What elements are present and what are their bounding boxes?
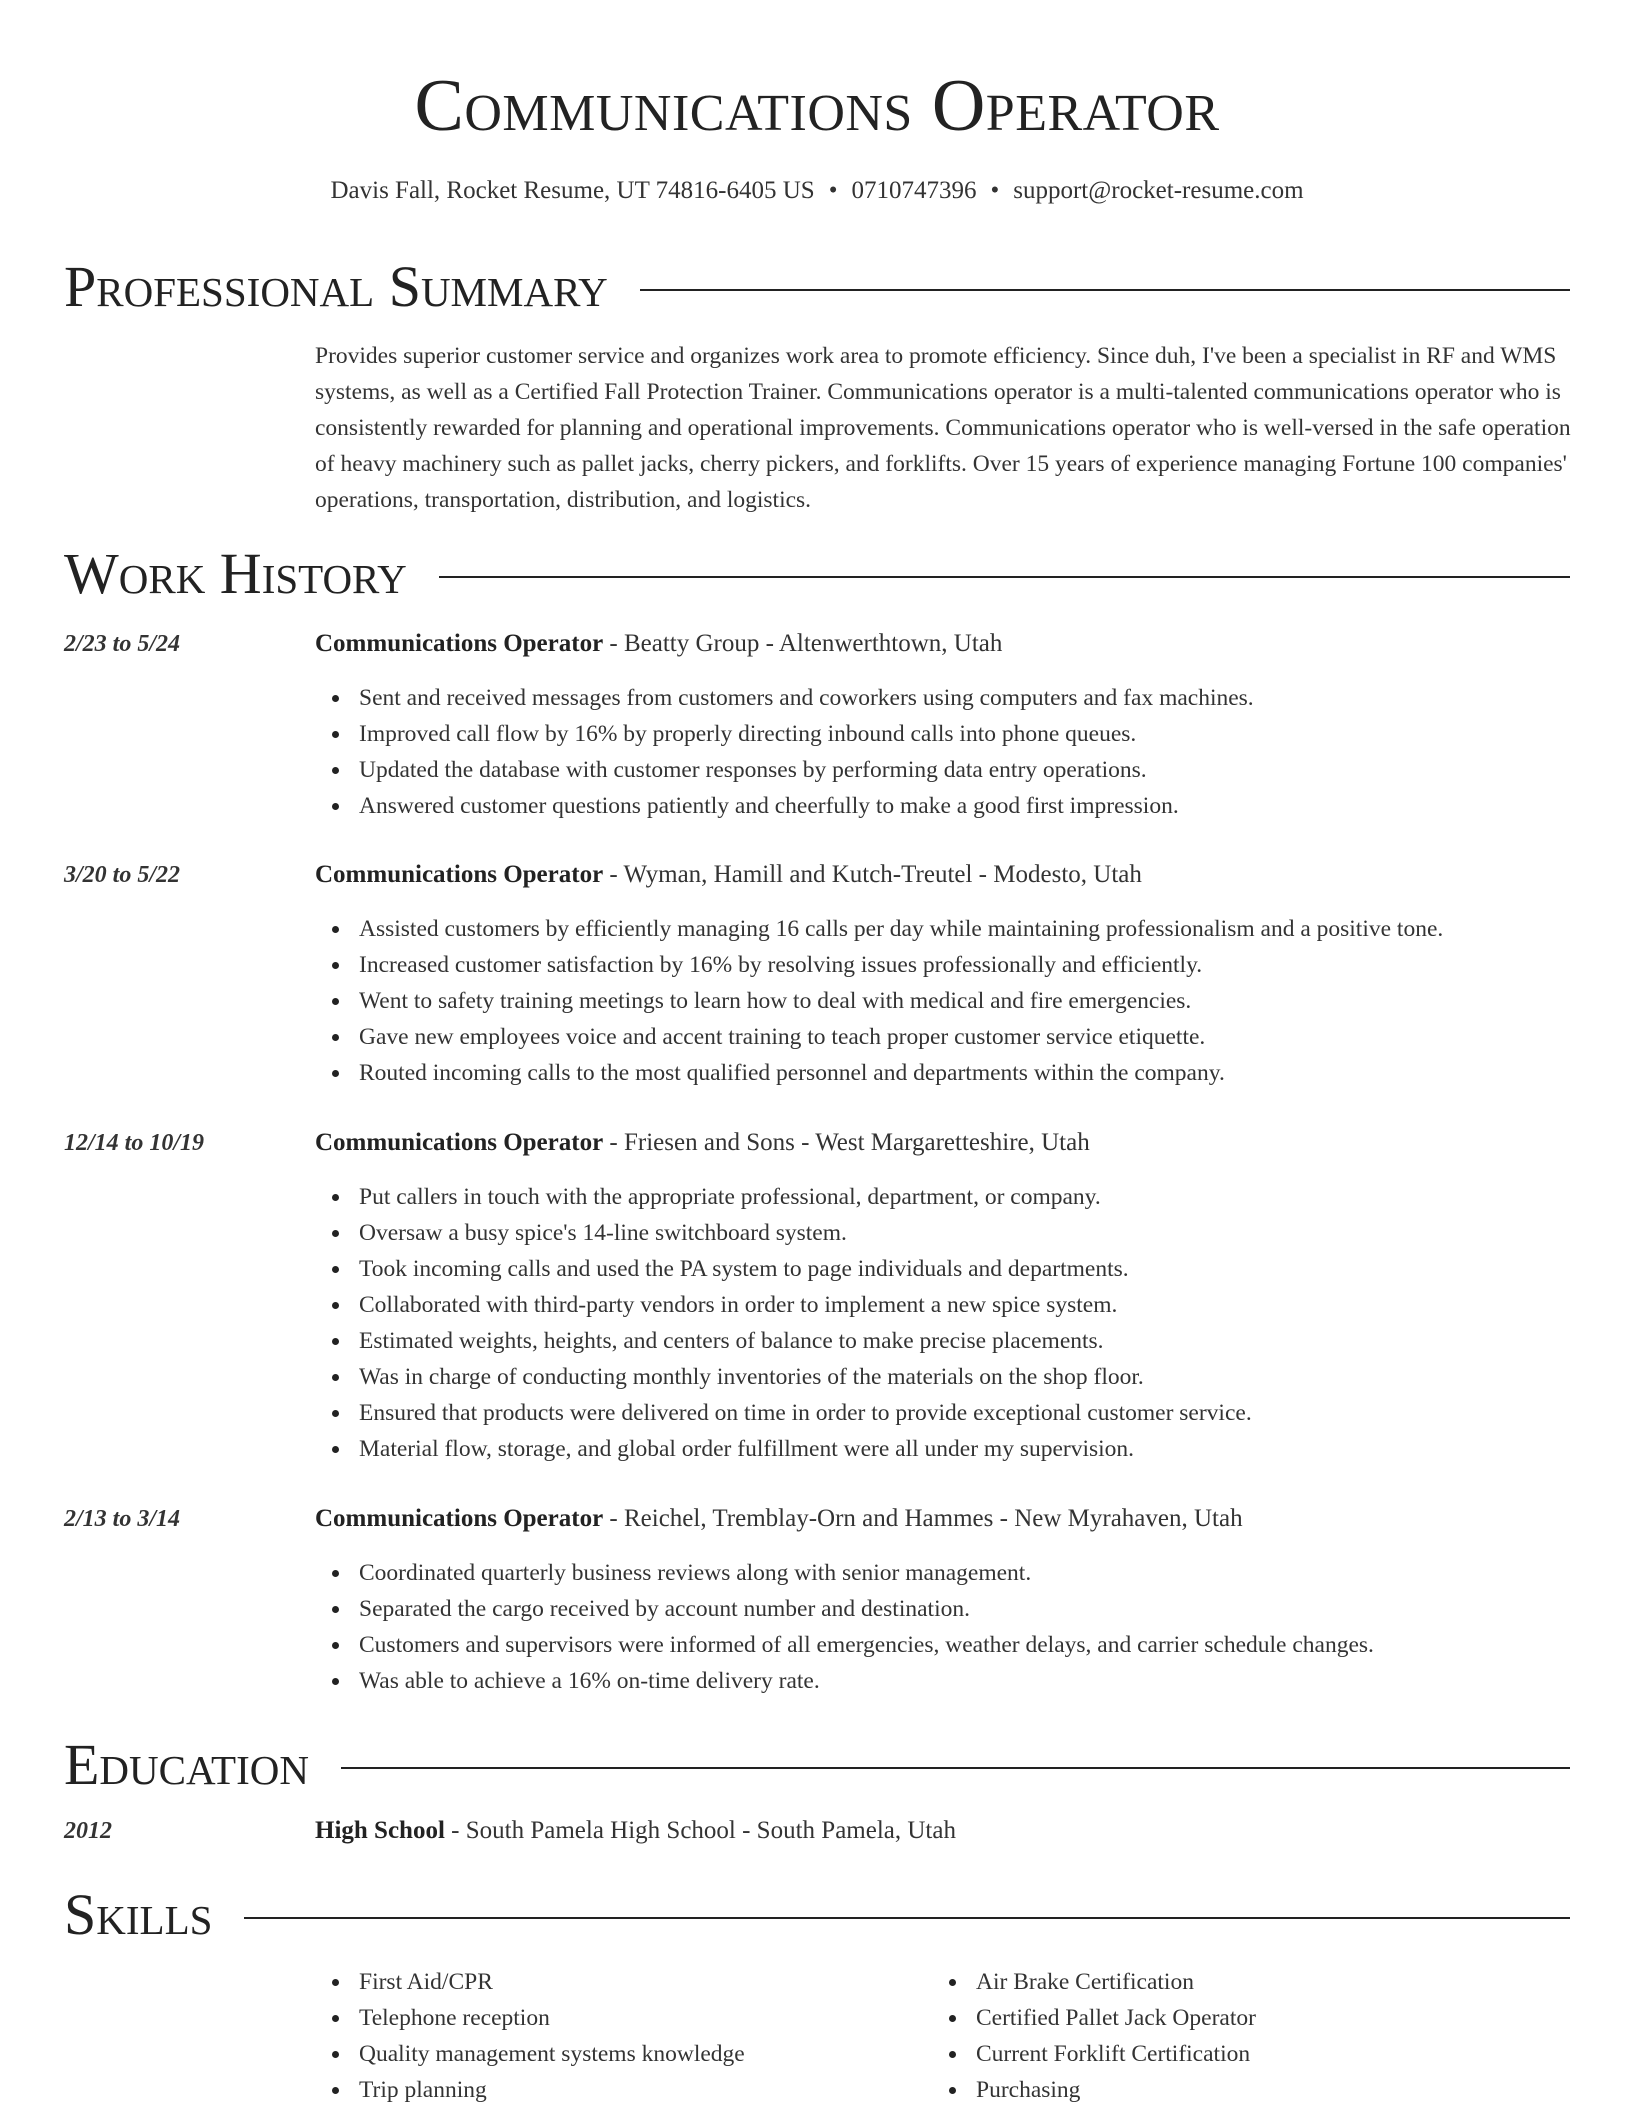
job-details: - Beatty Group - Altenwerthtown, Utah [603,630,1003,657]
section-divider [640,289,1570,291]
job-bullet: Updated the database with customer responses by performing data entry operations. [359,752,1254,788]
job-bullet: Separated the cargo received by account number and destination. [359,1591,1374,1627]
job-heading [315,1126,1090,1160]
skill-item: Quality management systems knowledge [359,2036,745,2072]
section-header-summary [64,254,1570,320]
job-title: Communications Operator [315,861,604,888]
skill-item: Certified Pallet Jack Operator [976,2000,1256,2036]
job-bullet: Material flow, storage, and global order fulfillment were all under my supervision. [359,1431,1252,1467]
job-bullet: Took incoming calls and used the PA system to page individuals and departments. [359,1251,1252,1287]
skill-item: Air Brake Certification [976,1964,1256,2000]
job-bullet: Improved call flow by 16% by properly directing inbound calls into phone queues. [359,716,1254,752]
section-header-education [64,1732,1570,1798]
job-bullet: Was able to achieve a 16% on-time delivery rate. [359,1663,1374,1699]
resume-title: Communications Operator [414,65,1220,147]
skill-item: Purchasing [976,2072,1256,2108]
skill-item: First Aid/CPR [359,1964,745,2000]
contact-email: support@rocket-resume.com [1013,177,1304,204]
job-bullet: Assisted customers by efficiently managing 16 calls per day while maintaining professionalism and a positive tone. [359,911,1443,947]
contact-separator: • [990,177,1000,204]
job-bullets [315,911,1443,1091]
section-divider [244,1917,1570,1919]
job-details: - Reichel, Tremblay-Orn and Hammes - New Myrahaven, Utah [603,1505,1243,1532]
skill-item: Trip planning [359,2072,745,2108]
job-bullet: Oversaw a busy spice's 14-line switchboard system. [359,1215,1252,1251]
job-heading [315,1502,1243,1536]
job-bullet: Put callers in touch with the appropriate professional, department, or company. [359,1179,1252,1215]
skill-item: Current Forklift Certification [976,2036,1256,2072]
job-bullet: Coordinated quarterly business reviews along with senior management. [359,1555,1374,1591]
job-bullets [315,680,1254,824]
section-title-education: Education [64,1732,309,1797]
job-bullet: Customers and supervisors were informed of all emergencies, weather delays, and carrier schedule changes. [359,1627,1374,1663]
job-bullet: Sent and received messages from customers and coworkers using computers and fax machines. [359,680,1254,716]
contact-line [64,174,1570,208]
education-degree: High School [315,1817,445,1844]
job-title: Communications Operator [315,630,604,657]
skills-list-right [932,1964,1256,2108]
job-dates: 2/13 to 3/14 [64,1506,181,1532]
section-title-work-history: Work History [64,541,407,606]
job-bullets [315,1179,1252,1467]
skills-list-left [315,1964,745,2108]
job-details: - Friesen and Sons - West Margaretteshire, Utah [603,1129,1090,1156]
section-title-skills: Skills [64,1882,213,1947]
education-details: - South Pamela High School - South Pamela, Utah [444,1817,956,1844]
education-heading [315,1814,956,1848]
job-title: Communications Operator [315,1505,604,1532]
skill-item: Telephone reception [359,2000,745,2036]
job-bullets [315,1555,1374,1699]
contact-separator: • [828,177,838,204]
education-year: 2012 [64,1818,112,1844]
job-title: Communications Operator [315,1129,604,1156]
job-bullet: Gave new employees voice and accent training to teach proper customer service etiquette. [359,1019,1443,1055]
job-heading [315,858,1142,892]
job-bullet: Went to safety training meetings to learn how to deal with medical and fire emergencies. [359,983,1443,1019]
job-dates: 2/23 to 5/24 [64,631,181,657]
job-bullet: Ensured that products were delivered on time in order to provide exceptional customer service. [359,1395,1252,1431]
section-divider [341,1767,1570,1769]
job-dates: 12/14 to 10/19 [64,1130,205,1156]
section-header-skills [64,1882,1570,1948]
job-bullet: Routed incoming calls to the most qualified personnel and departments within the company. [359,1055,1443,1091]
summary-text: Provides superior customer service and organizes work area to promote efficiency. Since duh, I've been a specialist in RF and WMS systems, as well as a Certified Fall Protection Trainer. Communications operator is a multi-talented communications operator who is consistently rewarded for planning and operational improvements. Communications operator who is well-versed in the safe operation of heavy machinery such as pallet jacks, cherry pickers, and forklifts. Over 15 years of experience managing Fortune 100 companies' operations, transportation, distribution, and logistics. [315,343,1571,513]
section-divider [439,576,1570,578]
section-header-work-history [64,541,1570,607]
job-details: - Wyman, Hamill and Kutch-Treutel - Modesto, Utah [603,861,1142,888]
job-bullet: Estimated weights, heights, and centers of balance to make precise placements. [359,1323,1252,1359]
contact-phone: 0710747396 [851,177,977,204]
job-bullet: Increased customer satisfaction by 16% by resolving issues professionally and efficiently. [359,947,1443,983]
job-heading [315,627,1002,661]
section-title-summary: Professional Summary [64,254,608,319]
contact-address: Davis Fall, Rocket Resume, UT 74816-6405 US [330,177,815,204]
job-bullet: Collaborated with third-party vendors in order to implement a new spice system. [359,1287,1252,1323]
job-bullet: Answered customer questions patiently and cheerfully to make a good first impression. [359,788,1254,824]
job-dates: 3/20 to 5/22 [64,862,181,888]
job-bullet: Was in charge of conducting monthly inventories of the materials on the shop floor. [359,1359,1252,1395]
